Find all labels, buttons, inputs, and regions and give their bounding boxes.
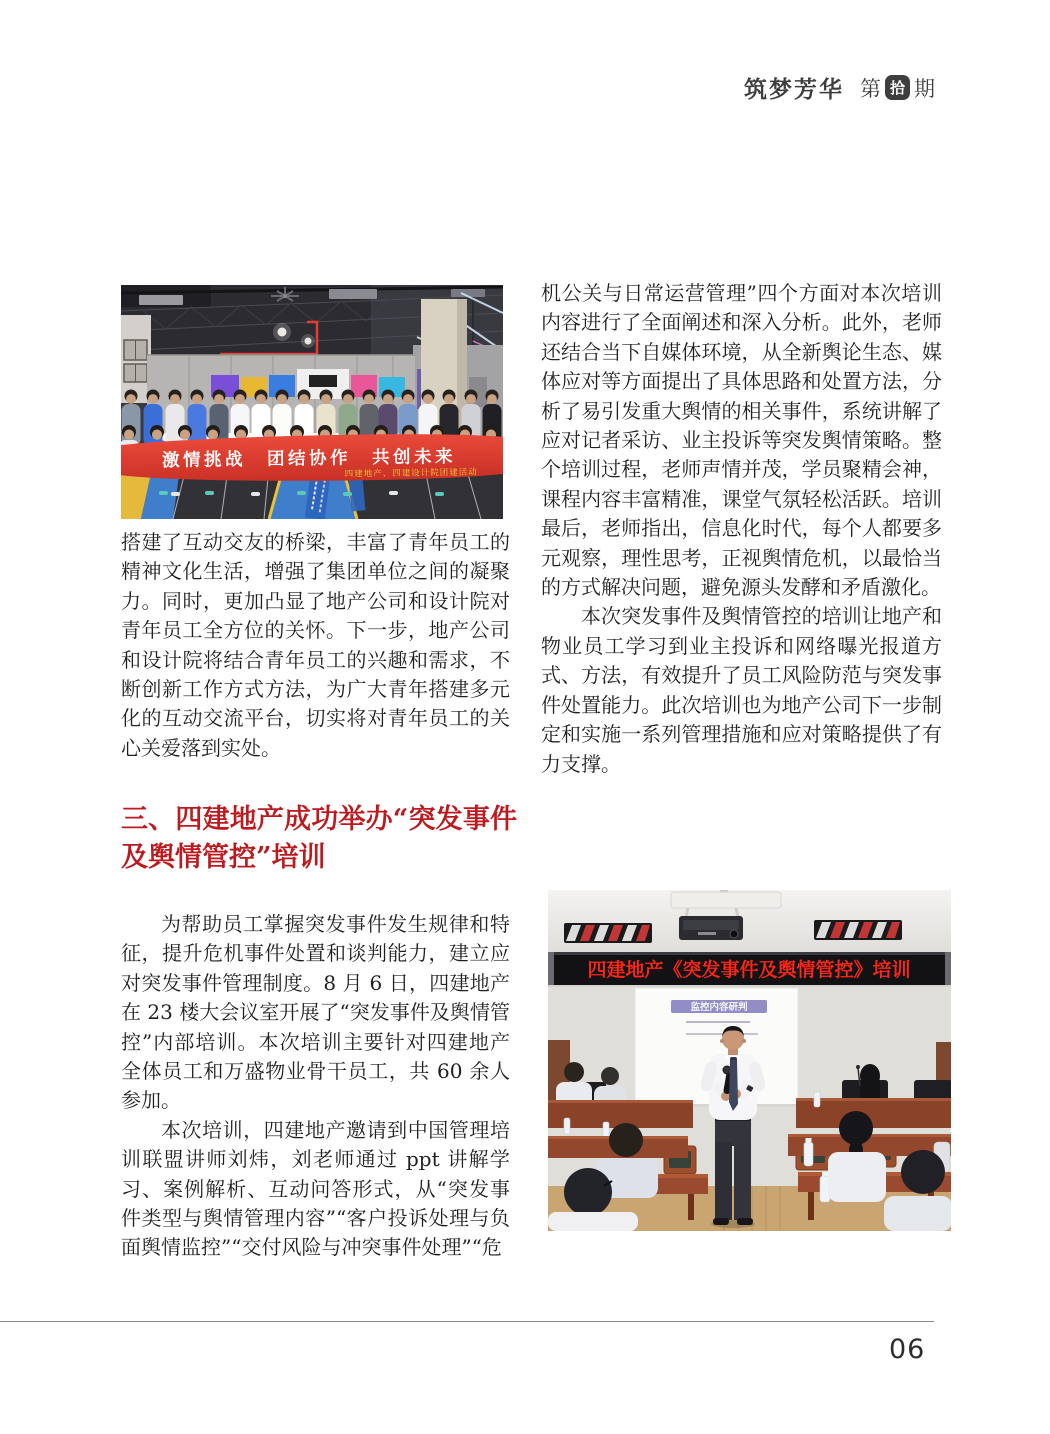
page-header	[744, 71, 935, 104]
slide-bullet-line	[686, 1033, 758, 1035]
banner-slogan: 激情挑战 团结协作 共创未来	[161, 446, 457, 472]
page-number: 06	[889, 1334, 926, 1365]
right-column-text	[541, 279, 942, 779]
microphone-stand-icon	[856, 1065, 860, 1069]
issue-suffix: 期	[914, 76, 935, 101]
paragraph: 搭建了互动交友的桥梁，丰富了青年员工的精神文化生活，增强了集团单位之间的凝聚力。同时，更加凸显了地产公司和设计院对青年员工全方位的关怀。下一步，地产公司和设计院将结合青年员工的兴趣和需求，不断创新工作方式方法，为广大青年搭建多元化的互动交流平台，切实将对青年员工的关心关爱落到实处。	[121, 530, 510, 760]
team-building-photo	[121, 285, 503, 519]
paragraph: 本次培训，四建地产邀请到中国管理培训联盟讲师刘炜，刘老师通过 ppt 讲解学习、案例解析、互动问答形式，从“突发事件类型与舆情管理内容”“客户投诉处理与负面舆情监控”“交付风险与冲突事件处理”“危	[121, 1117, 510, 1260]
slide-title: 监控内容研判	[690, 1002, 748, 1013]
necktie	[729, 1060, 738, 1111]
left-column-text	[121, 528, 510, 763]
lamp	[305, 338, 312, 345]
training-photo	[548, 890, 951, 1231]
left-column-text-2	[121, 910, 510, 1263]
led-text: 四建地产《突发事件及舆情管控》培训	[587, 959, 911, 981]
light-fixture	[329, 289, 377, 299]
paragraph: 机公关与日常运营管理”四个方面对本次培训内容进行了全面阐述和深入分析。此外，老师还结合当下自媒体环境，从全新舆论生态、媒体应对等方面提出了具体思路和处置方法，分析了易引发重大舆情的相关事件，系统讲解了应对记者采访、业主投诉等突发舆情策略。整个培训过程，老师声情并茂，学员聚精会神，课程内容丰富精准，课堂气氛轻松活跃。培训最后，老师指出，信息化时代，每个人都要多元观察，理性思考，正视舆情危机，以最恰当的方式解决问题，避免源头发酵和矛盾激化。	[541, 281, 942, 600]
light-fixture	[139, 295, 183, 305]
ceiling-vent-icon	[564, 923, 652, 943]
issue-label	[860, 73, 935, 103]
paragraph: 为帮助员工掌握突发事件发生规律和特征，提升危机事件处置和谈判能力，建立应对突发事件管理制度。8 月 6 日，四建地产在 23 楼大会议室开展了“突发事件及舆情管控”内部培训。本次培训主要针对四建地产全体员工和万盛物业骨干员工，共 60 余人参加。	[121, 912, 510, 1113]
footer-divider	[0, 1321, 934, 1322]
magazine-title: 筑梦芳华	[744, 77, 844, 103]
banner-subtitle: 四建地产、四建设计院团建活动	[344, 467, 478, 480]
ceiling-vent-icon	[814, 920, 902, 940]
lamp	[278, 328, 287, 337]
section-heading: 三、四建地产成功举办“突发事件及舆情管控”培训	[121, 804, 517, 873]
paragraph: 本次突发事件及舆情管控的培训让地产和物业员工学习到业主投诉和网络曝光报道方式、方法，有效提升了员工风险防范与突发事件处置能力。此次培训也为地产公司下一步制定和实施一系列管理措施和应对策略提供了有力支撑。	[541, 604, 942, 776]
led-banner	[548, 952, 951, 985]
issue-number-badge: 拾	[885, 75, 910, 100]
slide-bullet-line	[686, 1021, 750, 1023]
issue-prefix: 第	[860, 76, 881, 101]
